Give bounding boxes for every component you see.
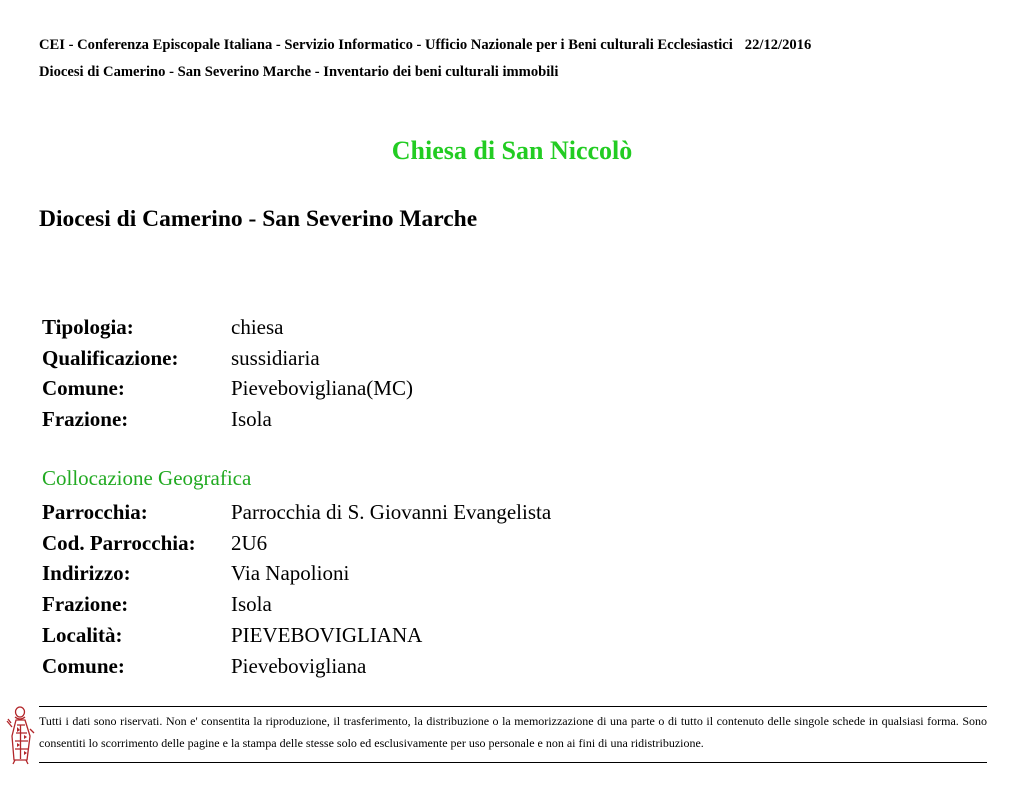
field-row-comune	[42, 374, 413, 405]
field-row-comune-geo	[42, 651, 551, 682]
field-label: Qualificazione:	[42, 345, 179, 370]
field-label: Frazione:	[42, 592, 129, 617]
field-label: Parrocchia:	[42, 499, 148, 524]
diocese-subtitle: Diocesi di Camerino - San Severino Marche	[39, 206, 478, 232]
field-row-frazione-geo	[42, 589, 551, 620]
field-label: Indirizzo:	[42, 561, 131, 586]
header-line-1	[39, 37, 811, 54]
header-line-2: Diocesi di Camerino - San Severino Marche - Inventario dei beni culturali immobili	[39, 64, 559, 80]
field-value: Pievebovigliana	[231, 653, 367, 678]
field-row-parrocchia	[42, 497, 551, 528]
field-value: Isola	[231, 592, 272, 617]
field-value: 2U6	[231, 530, 268, 555]
field-row-cod-parrocchia	[42, 528, 551, 559]
field-label: Frazione:	[42, 407, 129, 432]
field-label: Tipologia:	[42, 314, 134, 339]
field-row-indirizzo	[42, 559, 551, 590]
field-value: Parrocchia di S. Giovanni Evangelista	[231, 499, 552, 524]
field-value: Pievebovigliana(MC)	[231, 376, 413, 401]
field-value: sussidiaria	[231, 345, 320, 370]
page-title: Chiesa di San Niccolò	[391, 136, 633, 165]
field-value: chiesa	[231, 314, 284, 339]
field-value: Isola	[231, 407, 272, 432]
footer-divider-top	[39, 706, 987, 707]
field-row-localita	[42, 620, 551, 651]
field-label: Località:	[42, 623, 123, 648]
footer-notice: Tutti i dati sono riservati. Non e' consentita la riproduzione, il trasferimento, la distribuzione o la memorizzazione di una parte o di tutto il contenuto delle singole schede in qualsiasi forma. Sono consentiti lo scorrimento delle pagine e la stampa delle stesse solo ed esclusivamente per uso personale e non ai fini di una ridistribuzione.	[39, 714, 987, 750]
field-value: Via Napolioni	[231, 561, 350, 586]
header-date: 22/12/2016	[744, 37, 812, 53]
field-value: PIEVEBOVIGLIANA	[231, 623, 423, 648]
general-info	[42, 312, 413, 435]
saint-figure-logo-icon	[6, 703, 36, 765]
geo-info	[42, 497, 551, 682]
field-label: Cod. Parrocchia:	[42, 530, 196, 555]
field-row-frazione	[42, 404, 413, 435]
section-heading-geo: Collocazione Geografica	[42, 466, 252, 490]
field-label: Comune:	[42, 653, 125, 678]
field-row-tipologia	[42, 312, 413, 343]
footer-divider-bottom	[39, 762, 987, 763]
header-organization: CEI - Conferenza Episcopale Italiana - Servizio Informatico - Ufficio Nazionale per i Beni culturali Ecclesiastici	[39, 37, 733, 53]
field-row-qualificazione	[42, 343, 413, 374]
field-label: Comune:	[42, 376, 125, 401]
